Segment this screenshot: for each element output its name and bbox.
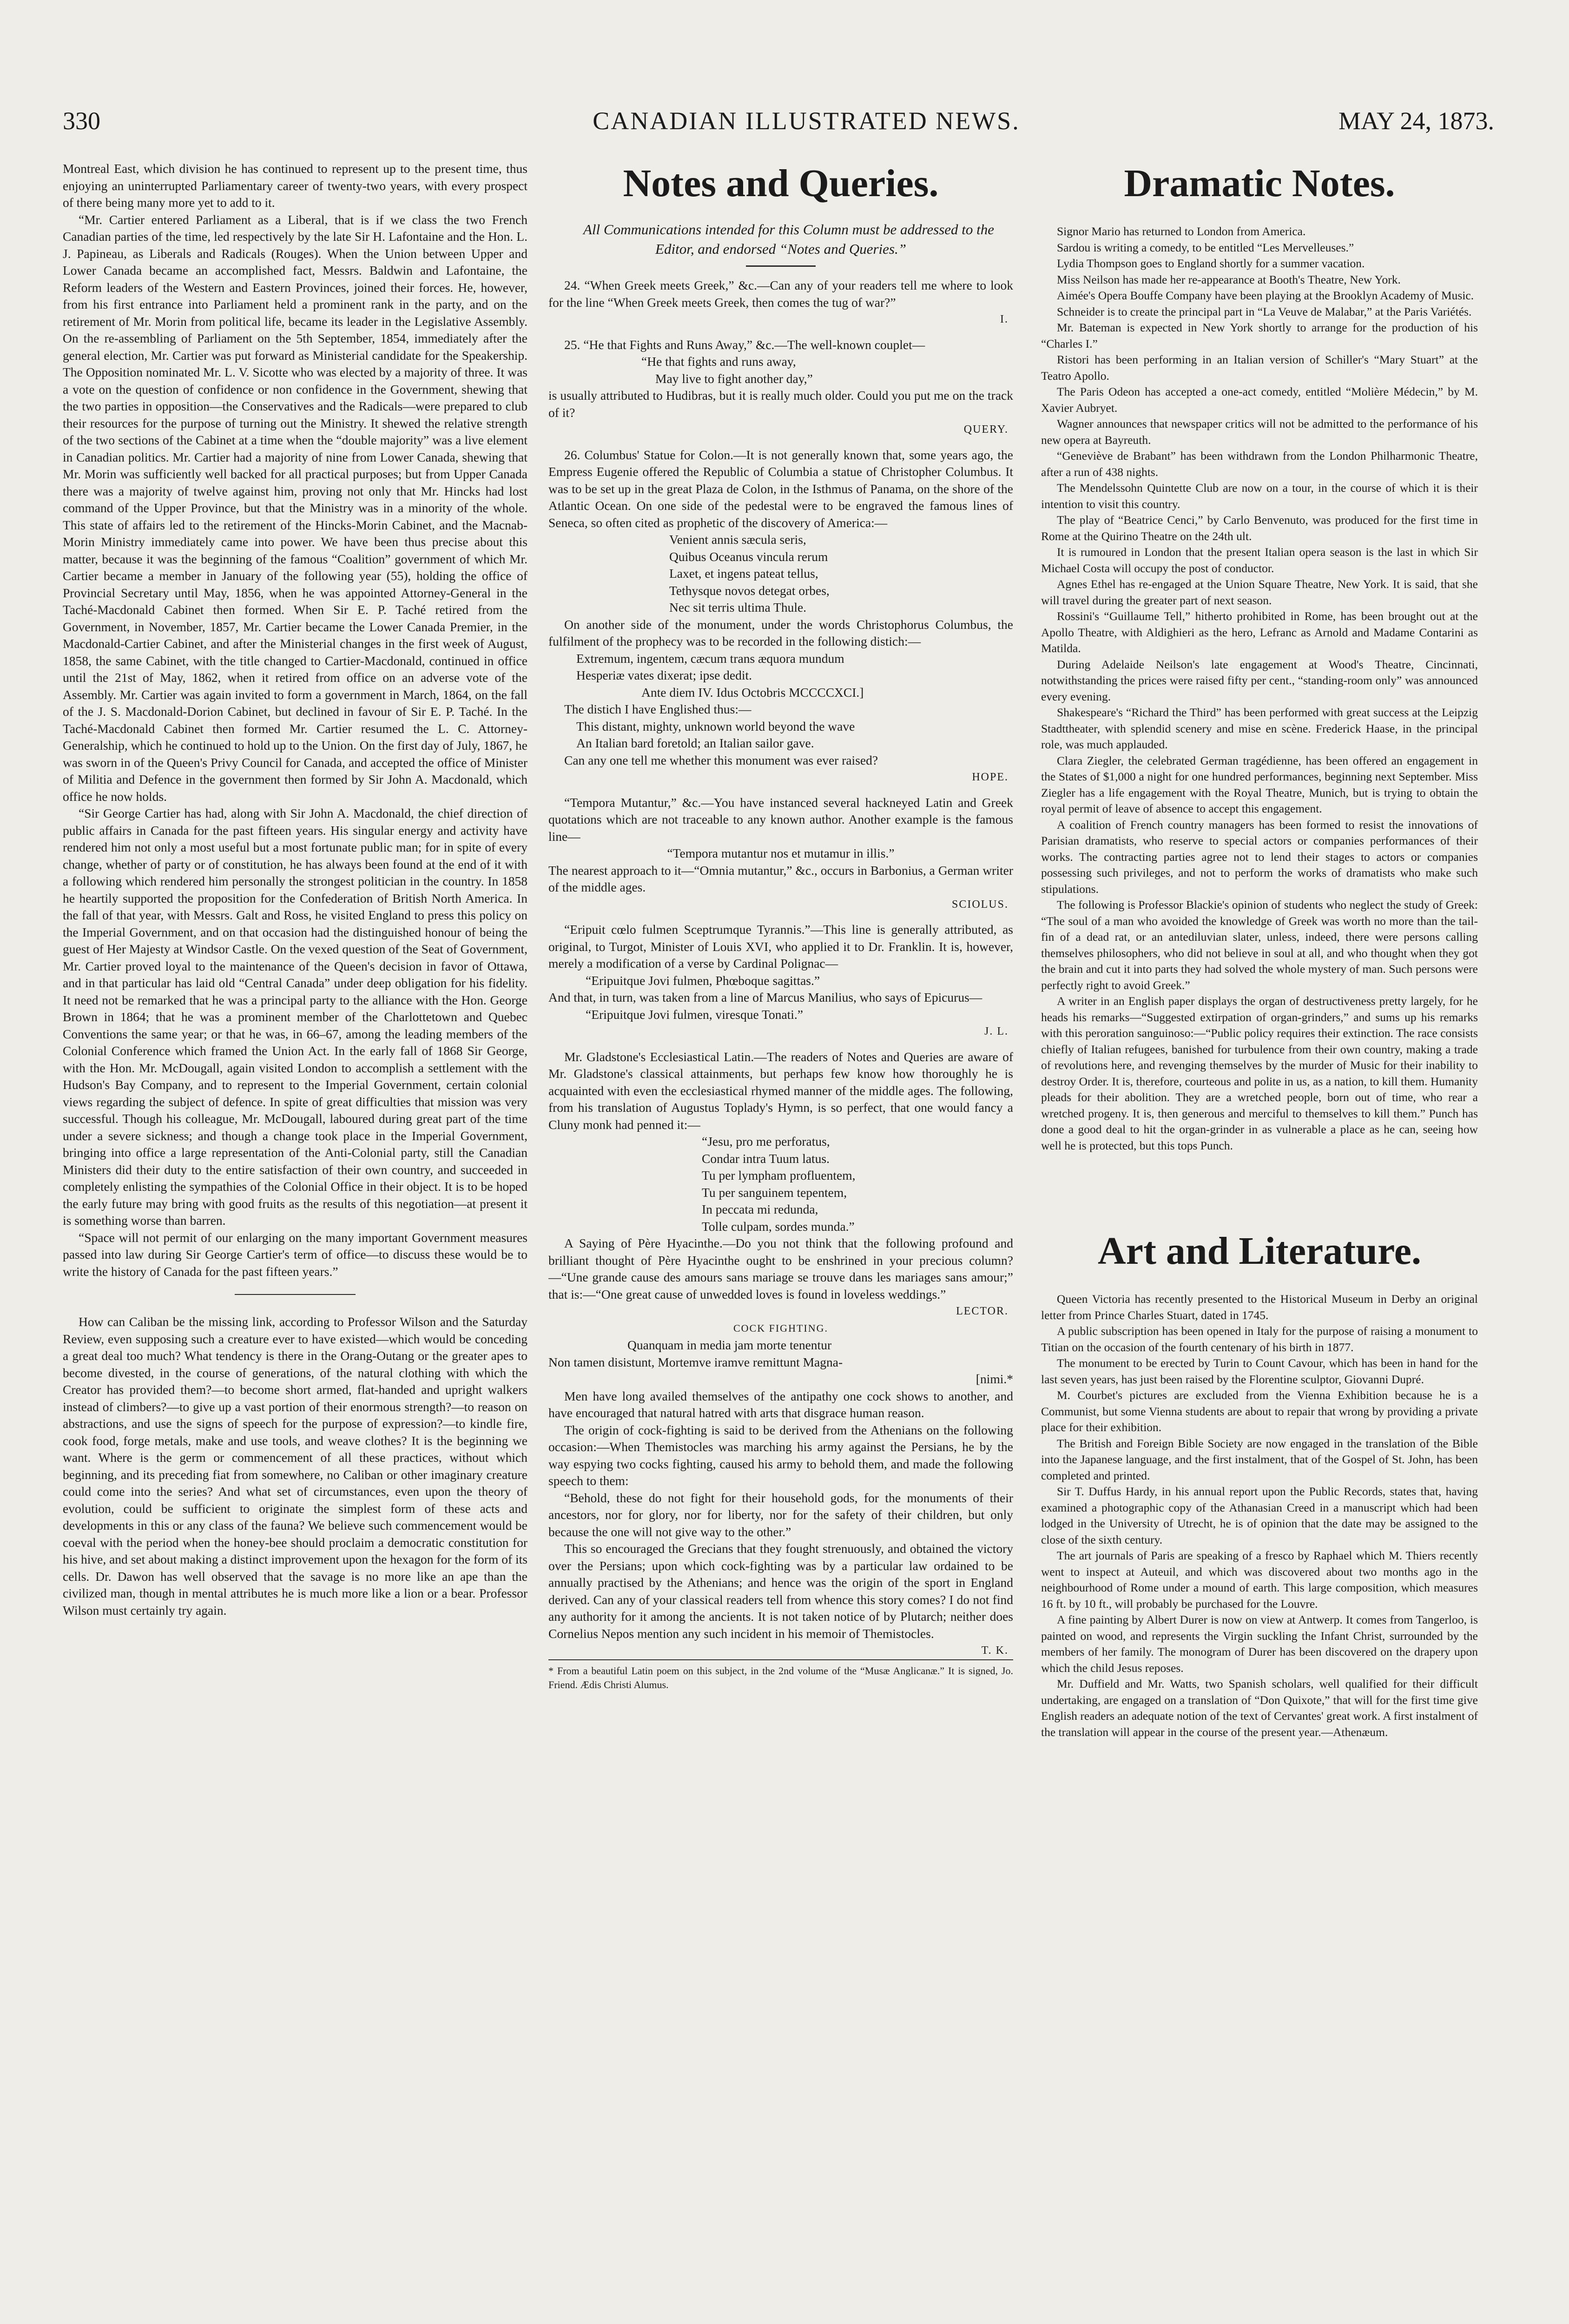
verse-line: “He that fights and runs away, [641, 354, 796, 369]
verse-line: Quanquam in media jam morte tenentur [627, 1338, 832, 1352]
issue-date: MAY 24, 1873. [1338, 107, 1494, 135]
verse-line: Tu per lympham profluentem, [702, 1168, 856, 1182]
verse-line: Condar intra Tuum latus. [702, 1151, 830, 1166]
gladstone-note: Mr. Gladstone's Ecclesiastical Latin.—The readers of Notes and Queries are aware of Mr. Gladstone's classical attainments, but perhaps few know how thoroughly he is acquainted with even the ecclesiastical rhymed manner of the middle ages. The following, from his translation of Augustus Toplady's Hymn, is so perfect, that one would fancy a Cluny monk had penned it:— [548, 1049, 1013, 1132]
cartier-paragraph-3: “Sir George Cartier has had, along with Sir John A. Macdonald, the chief direction of public affairs in Canada for the past fifteen years. His singular energy and activity have rendered him not only a most useful but a most fortunate public man; for in spite of every change, whether of party or of constitution, he has always been found at the end of it with a following which rendered him personally the strongest politician in the country. In 1858 he heartily supported the proposition for the Confederation of British North America. In the fall of that year, with Messrs. Galt and Ross, he visited England to press this policy on the Imperial Government, and on that occasion had the distinguished honour of being the guest of Her Majesty at Windsor Castle. On the vexed question of the Seat of Government, Mr. Cartier proved loyal to the maintenance of the Queen's decision in favor of Ottawa, and in that particular has laid old “Central Canada” under deep obligation for his fidelity. It need not be remarked that he was a principal party to the alliance with the Hon. George Brown in 1864; that he was a prominent member of the Charlottetown and Quebec Conventions the same year; or that he was, in 66–67, among the leading members of the Colonial Conference which framed the Union Act. In the early fall of 1868 Sir George, with the Hon. Mr. McDougall, again visited London to accomplish a settlement with the Hudson's Bay Company, and to represent to the Imperial Government, certain colonial views regarding the subject of defence. In spite of great difficulties that mission was very successful. Though his colleague, Mr. McDougall, laboured during great part of the time under a severe sickness; and though a change took place in the Imperial Government, bringing into office a large representation of the Anti-Colonial party, still the Canadian Ministers did their duty to the entire satisfaction of their own country, and succeeded in completely enlisting the sympathies of the Colonial Office in their object. It is to be hoped the early future may bring with good fruits as the results of this negotiation—at present it is something worse than barren. [63, 806, 527, 1228]
dramatic-note: The Mendelssohn Quintette Club are now on a tour, in the course of which it is their intention to visit this country. [1041, 481, 1478, 511]
dramatic-note: Signor Mario has returned to London from America. [1057, 224, 1306, 238]
dramatic-note: The play of “Beatrice Cenci,” by Carlo Benvenuto, was produced for the first time in Rome at the Quirino Theatre on the 24th ult. [1041, 513, 1478, 543]
query-26: 26. Columbus' Statue for Colon.—It is not generally known that, some years ago, the Empress Eugenie offered the Republic of Columbia a statue of Christopher Columbus. It was to be set up in the great Plaza de Colon, in the Isthmus of Panama, on the shore of the Atlantic Ocean. On one side of the pedestal were to be engraved the famous lines of Seneca, so often cited as prophetic of the discovery of America:— [548, 447, 1013, 530]
verse-line: “Jesu, pro me perforatus, [702, 1134, 830, 1149]
query-25-signature: QUERY. [963, 423, 1009, 436]
query-26-continued: The distich I have Englished thus:— [564, 702, 752, 716]
art-note: A public subscription has been opened in Italy for the purpose of raising a monument to Titian on the occasion of the fourth centenary of his birth in 1877. [1041, 1324, 1478, 1354]
art-note: The art journals of Paris are speaking of a fresco by Raphael which M. Thiers recently went to inspect at Auteuil, and which was discovered about two months ago in the neighbourhood of Rome under a mound of earth. This large composition, which measures 16 ft. by 10 ft., will probably be purchased for the Louvre. [1041, 1549, 1478, 1611]
cock-fighting-signature: T. K. [981, 1644, 1009, 1657]
verse-line: Laxet, et ingens pateat tellus, [669, 566, 818, 581]
verse-line: Nec sit terris ultima Thule. [669, 600, 807, 614]
query-25: 25. “He that Fights and Runs Away,” &c.—The well-known couplet— [564, 337, 925, 352]
dramatic-note: It is rumoured in London that the present Italian opera season is the last in which Sir Michael Costa will occupy the post of conductor. [1041, 545, 1478, 575]
caliban-paragraph: How can Caliban be the missing link, according to Professor Wilson and the Saturday Review, even supposing such a creature ever to have existed—which would be conceding a great deal too much? What tendency is there in the Orang-Outang or the greater apes to become divested, in the course of generations, of the natural clothing with which the Creator has provided them?—to become short armed, flat-handed and upright walkers instead of climbers?—to give up a vast portion of their enormous strength?—to reason on abstractions, and use the signs of speech for the purpose of expression?—to kindle fire, cook food, forge metals, make and use tools, and weave clothes? It is the beginning we want. Where is the germ or commencement of all these practices, without which beginning, and its preceding fiat from somewhere, no Caliban or other imaginary creature could come into the series? And what set of circumstances, even upon the theory of evolution, could be sufficient to originate the simplest form of these acts and developments in this or any class of the fauna? We believe such commencement would be coeval with the period when the honey-bee should proclaim a democratic constitution for his hive, and set about making a distinct improvement upon the hexagon for the form of its cells. Dr. Dawon has well observed that the savage is no more like an ape than the civilized man, though in mental attributes he is much more like a lion or a bear. Professor Wilson must certainly try again. [63, 1314, 527, 1618]
verse-line: “Eripuitque Jovi fulmen, Phœboque sagittas.” [586, 973, 820, 988]
cock-fighting-p3: “Behold, these do not fight for their household gods, for the monuments of their ancestors, nor for glory, nor for liberty, nor for the safety of their children, but only because the one will not give way to the other.” [548, 1490, 1013, 1539]
verse-line: Venient annis sæcula seris, [669, 532, 806, 547]
verse-line: Tu per sanguinem tepentem, [702, 1185, 847, 1200]
dramatic-note: A coalition of French country managers has been formed to resist the innovations of Parisian dramatists, who reserve to special actors or companies performances of their works. The contracting parties agree not to lend their stages to actors or companies possessing such privileges, and not to perform the works of dramatists who make such stipulations. [1041, 818, 1478, 896]
query-26-signature: HOPE. [972, 771, 1009, 783]
eripuit-body: And that, in turn, was taken from a line of Marcus Manilius, who says of Epicurus— [548, 990, 982, 1004]
query-26-body: On another side of the monument, under the words Christophorus Columbus, the fulfilment of the prophecy was to be recorded in the following distich:— [548, 617, 1013, 648]
dramatic-note: Mr. Bateman is expected in New York shortly to arrange for the production of his “Charles I.” [1041, 321, 1478, 350]
verse-line: In peccata mi redunda, [702, 1202, 818, 1216]
dramatic-notes-heading: Dramatic Notes. [1124, 162, 1395, 205]
verse-line: An Italian bard foretold; an Italian sailor gave. [576, 736, 814, 750]
divider [746, 265, 816, 267]
art-and-literature-heading: Art and Literature. [1098, 1229, 1421, 1273]
verse-line: Quibus Oceanus vincula rerum [669, 549, 828, 564]
art-note: Queen Victoria has recently presented to the Historical Museum in Derby an original letter from Prince Charles Stuart, dated in 1745. [1041, 1292, 1478, 1322]
art-note: A fine painting by Albert Durer is now on view at Antwerp. It comes from Tangerloo, is painted on wood, and represents the Virgin suckling the Infant Christ, surrounded by the members of her family. The monogram of Durer has been discovered on the drapery upon which the child Jesus reposes. [1041, 1613, 1478, 1675]
art-note: The monument to be erected by Turin to Count Cavour, which has been in hand for the last seven years, has just been raised by the Florentine sculptor, Giovanni Dupré. [1041, 1356, 1478, 1386]
hyacinthe-signature: LECTOR. [956, 1305, 1009, 1317]
dramatic-note: Rossini's “Guillaume Tell,” hitherto prohibited in Rome, has been brought out at the Apollo Theatre, with Aldighieri as the hero, Lefranc as Arnold and Madame Contarini as Matilda. [1041, 609, 1478, 655]
cartier-paragraph-2: “Mr. Cartier entered Parliament as a Liberal, that is if we class the two French Canadian parties of the time, led respectively by the late Sir H. Lafontaine and the Hon. L. J. Papineau, as Liberals and Radicals (Rouges). When the Union between Upper and Lower Canada became an accomplished fact, Messrs. Baldwin and Lafontaine, the Reform leaders of the Western and Eastern Provinces, joined their forces. He, however, from his first entrance into Parliament held a prominent rank in the party, and on the retirement of Mr. Morin from political life, became its leader in the Legislative Assembly. On the re-assembling of Parliament on the 5th September, 1854, immediately after the general election, Mr. Cartier was put forward as Ministerial candidate for the Speakership. The Opposition nominated Mr. L. V. Sicotte who was elected by a majority of three. It was a vote on the question of confidence or non confidence in the Government, shewing that the two parties in opposition—the Conservatives and the Radicals—were prepared to club their resources for the purpose of turning out the Ministry. It shewed the relative strength of the two sections of the Cabinet at a time when the “double majority” was a live element in Canadian politics. Mr. Cartier had a majority of nine from Lower Canada, shewing that Mr. Morin was sufficiently well backed for all practical purposes; but from Upper Canada there was a majority of twelve against him, proving not only that Mr. Hincks had lost command of the Upper Province, but that the Ministry was in a minority of the whole. This state of affairs led to the retirement of the Hincks-Morin Cabinet, and the Macnab-Morin Ministry immediately came into power. We have been thus precise about this matter, because it was the beginning of the famous “Coalition” government of which Mr. Cartier became a member in January of the following year (55), holding the office of Provincial Secretary until May, 1856, when he was appointed Attorney-General in the Taché-Macdonald Cabinet then formed. When Sir E. P. Taché retired from the Government, in November, 1857, Mr. Cartier became the Lower Canada Premier, in the Macdonald-Cartier Cabinet, and after the Ministerial changes in the first week of August, 1858, the same Cabinet, with the title changed to Cartier-Macdonald, continued in office until the 21st of May, 1862, when it retired from office on an adverse vote of the Assembly. Mr. Cartier was again invited to form a government in March, 1864, on the fall of the J. S. Macdonald-Dorion Cabinet, but declined in favour of Sir E. P. Taché. In the Taché-Macdonald Cabinet then formed Mr. Cartier resumed the L. C. Attorney-Generalship, which he continued to hold up to the Union. On the first day of July, 1867, he was sworn in of the Queen's Privy Council for Canada, and accepted the office of Minister of Militia and Defence in the government then formed by Sir John A. Macdonald, which office he now holds. [63, 212, 527, 804]
footnote: * From a beautiful Latin poem on this subject, in the 2nd volume of the “Musæ Anglicanæ.” It is signed, Jo. Friend. Ædis Christi Alumus. [548, 1659, 1013, 1692]
dramatic-note: Lydia Thompson goes to England shortly for a summer vacation. [1057, 257, 1365, 270]
dramatic-note: The following is Professor Blackie's opinion of students who neglect the study of Greek: “The soul of a man who avoided the knowledge of Greek was worth no more than the tail-fin of a dead rat, or an antediluvian slater, unless, indeed, there were persons calling themselves philosophers, who did not believe in soul at all, and who thought when they got the brain and cut it into parts they had solved the whole mystery of man. Such persons were perfectly right to avoid Greek.” [1041, 898, 1478, 992]
column-1 [63, 160, 527, 2280]
cock-fighting-p1: Men have long availed themselves of the antipathy one cock shows to another, and have encouraged that natural hatred with arts that disgrace human reason. [548, 1388, 1013, 1420]
cartier-paragraph-1: Montreal East, which division he has continued to represent up to the present time, thus enjoying an uninterrupted Parliamentary career of twenty-two years, with every prospect of there being many more yet to add to it. [63, 161, 527, 210]
notes-and-queries-heading: Notes and Queries. [623, 162, 939, 205]
dramatic-note: “Geneviève de Brabant” has been withdrawn from the London Philharmonic Theatre, after a run of 438 nights. [1041, 449, 1478, 479]
dramatic-note: Wagner announces that newspaper critics will not be admitted to the performance of his new opera at Bayreuth. [1041, 417, 1478, 447]
verse-line: Tethysque novos detegat orbes, [669, 583, 830, 598]
verse-line: May live to fight another day,” [655, 371, 813, 386]
cock-fighting-title: COCK FIGHTING. [733, 1322, 828, 1334]
verse-line: Tolle culpam, sordes munda.” [702, 1219, 855, 1234]
dramatic-note: Miss Neilson has made her re-appearance at Booth's Theatre, New York. [1057, 272, 1401, 286]
query-24-signature: I. [1000, 313, 1009, 325]
cartier-paragraph-4: “Space will not permit of our enlarging on the many important Government measures passed into law during Sir George Cartier's term of office—to discuss these would be to write the history of Canada for the past fifteen years.” [63, 1230, 527, 1279]
verse-line: Hesperiæ vates dixerat; ipse dedit. [576, 668, 752, 682]
art-note: M. Courbet's pictures are excluded from the Vienna Exhibition because he is a Communist, but some Vienna students are about to repair that wrong by providing a private place for their exhibition. [1041, 1388, 1478, 1434]
query-26-question: Can any one tell me whether this monument was ever raised? [564, 753, 878, 767]
column-instructions: All Communications intended for this Column must be addressed to the Editor, and endorsed “Notes and Queries.” [583, 221, 995, 257]
query-24: 24. “When Greek meets Greek,” &c.—Can any of your readers tell me where to look for the line “When Greek meets Greek, then comes the tug of war?” [548, 278, 1013, 310]
art-note: Sir T. Duffus Hardy, in his annual report upon the Public Records, states that, having examined a photographic copy of the Athanasian Creed in a manuscript which had been lodged in the University of Utrecht, he is of opinion that the date may be assigned to the close of the sixth century. [1041, 1485, 1478, 1546]
newspaper-title: CANADIAN ILLUSTRATED NEWS. [593, 107, 1020, 135]
verse-line: Non tamen disistunt, Mortemve iramve remittunt Magna- [548, 1354, 843, 1369]
dramatic-note: Schneider is to create the principal part in “La Veuve de Malabar,” at the Paris Variétés. [1057, 304, 1472, 318]
art-note: The British and Foreign Bible Society are now engaged in the translation of the Bible into the Japanese language, and the first instalment, that of the Gospel of St. John, has been completed and printed. [1041, 1436, 1478, 1482]
verse-line: “Tempora mutantur nos et mutamur in illis.” [667, 846, 895, 860]
dramatic-note: Clara Ziegler, the celebrated German tragédienne, has been offered an engagement in the States of $1,000 a night for one hundred performances, beginning next September. Miss Ziegler has a life engagement with the Royal Theatre, Munich, but is trying to obtain the royal permit of leave of absence to accept this engagement. [1041, 753, 1478, 815]
verse-line: Ante diem IV. Idus Octobris MCCCCXCI.] [641, 685, 864, 700]
art-note: Mr. Duffield and Mr. Watts, two Spanish scholars, well qualified for their difficult undertaking, are engaged on a translation of “Don Quixote,” that will for the first time give English readers an adequate notion of the text of Cervantes' great work. A first instalment of the translation will appear in the course of the present year.—Athenæum. [1041, 1677, 1478, 1739]
dramatic-note: The Paris Odeon has accepted a one-act comedy, entitled “Molière Médecin,” by M. Xavier Aubryet. [1041, 385, 1478, 415]
dramatic-note: Ristori has been performing in an Italian version of Schiller's “Mary Stuart” at the Teatro Apollo. [1041, 353, 1478, 383]
divider [235, 1294, 356, 1295]
column-3 [1041, 160, 1478, 2280]
dramatic-note: A writer in an English paper displays the organ of destructiveness pretty largely, for he heads his remarks—“Suggested extirpation of organ-grinders,” and sums up his remarks with this peroration sanguinoso:—“Public policy requires their extinction. The race consists chiefly of Italian refugees, banished for turbulence from their own country, making a trade of revolutions here, and revenging themselves by the murder of Music for their inability to destroy Order. It is, therefore, courteous and polite in us, as a nation, to kill them. Humanity pleads for their abolition. They are a wretched people, born out of time, who rear a wretched progeny. It is, then generous and merciful to themselves to kill them.” Punch has done a good deal to hit the organ-grinder in as vulnerable a place as he can, seeing how well he is protected, but this tops Punch. [1041, 994, 1478, 1152]
cock-fighting-p2: The origin of cock-fighting is said to be derived from the Athenians on the following occasion:—When Themistocles was marching his army against the Persians, he by the way espying two cocks fighting, caused his army to behold them, and made the following speech to them: [548, 1422, 1013, 1488]
eripuit-signature: J. L. [984, 1025, 1009, 1037]
verse-line: Extremum, ingentem, cæcum trans æquora mundum [576, 651, 844, 666]
hyacinthe-note: A Saying of Père Hyacinthe.—Do you not think that the following profound and brilliant thought of Père Hyacinthe ought to be enshrined in your precious column?—“Une grande cause des amours sans mariage se trouve dans les mariages sans amour;” that is:—“One great cause of unwedded loves is found in loveless weddings.” [548, 1236, 1013, 1301]
dramatic-note: Sardou is writing a comedy, to be entitled “Les Mervelleuses.” [1057, 240, 1354, 254]
dramatic-note: Agnes Ethel has re-engaged at the Union Square Theatre, New York. It is said, that she will travel during the greater part of next season. [1041, 577, 1478, 607]
tempora-signature: SCIOLUS. [951, 898, 1009, 911]
query-25-body: is usually attributed to Hudibras, but it is really much older. Could you put me on the track of it? [548, 388, 1013, 420]
cock-fighting-p4: This so encouraged the Grecians that they fought strenuously, and obtained the victory over the Persians; upon which cock-fighting was by a particular law ordained to be annually practised by the Athenians; and hence was the origin of the sport in England derived. Can any of your classical readers tell from whence this story comes? I do not find any authority for it among the ancients. It is not taken notice of by Plutarch; neither does Cornelius Nepos mention any such incident in his memoir of Themistocles. [548, 1541, 1013, 1641]
verse-line: [nimi.* [976, 1372, 1013, 1386]
dramatic-note: Shakespeare's “Richard the Third” has been performed with great success at the Leipzig Stadttheater, with splendid scenery and mise en scène. Frederick Haase, in the principal role, was much applauded. [1041, 706, 1478, 751]
masthead [63, 105, 1494, 142]
eripuit-note: “Eripuit cœlo fulmen Sceptrumque Tyrannis.”—This line is generally attributed, as original, to Turgot, Minister of Louis XVI, who applied it to Dr. Franklin. It is, however, merely a modification of a verse by Cardinal Polignac— [548, 922, 1013, 971]
verse-line: “Eripuitque Jovi fulmen, viresque Tonati.” [586, 1007, 804, 1022]
dramatic-note: Aimée's Opera Bouffe Company have been playing at the Brooklyn Academy of Music. [1057, 289, 1474, 302]
verse-line: This distant, mighty, unknown world beyond the wave [576, 719, 855, 733]
tempora-body: The nearest approach to it—“Omnia mutantur,” &c., occurs in Barbonius, a German writer of the middle ages. [548, 863, 1013, 894]
dramatic-note: During Adelaide Neilson's late engagement at Wood's Theatre, Cincinnati, notwithstanding the prices were raised fifty per cent., “standing-room only” was announced every evening. [1041, 657, 1478, 703]
tempora-note: “Tempora Mutantur,” &c.—You have instanced several hackneyed Latin and Greek quotations which are not traceable to any known author. Another example is the famous line— [548, 795, 1013, 844]
column-2 [548, 160, 1013, 2280]
page-number: 330 [63, 107, 100, 135]
